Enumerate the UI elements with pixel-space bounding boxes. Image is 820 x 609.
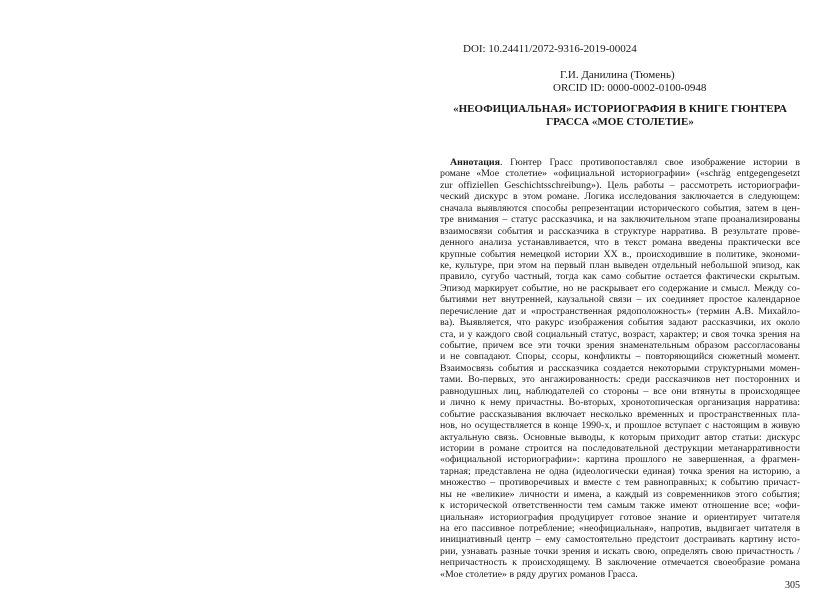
abstract-label: Аннотация xyxy=(450,157,500,168)
doi-line: DOI: 10.24411/2072-9316-2019-00024 xyxy=(463,43,637,55)
abstract-line xyxy=(440,157,800,168)
abstract-line: непричастность к происходящему. В заключение отмечается своеобразие романа xyxy=(440,557,800,569)
abstract-line: бытиями нет внутренней, каузальной связи – их соединяет простое календарное xyxy=(440,294,800,306)
abstract-line: нов, но осуществляется в конце 1990-х, и прошлое вступает с настоящим в живую xyxy=(440,420,800,432)
abstract-line: «официальной историографии»: картина прошлого не завершенная, а фрагмен- xyxy=(440,454,800,466)
abstract-line: тре внимания – статус рассказчика, и на заключительном этапе проанализированы xyxy=(440,214,800,226)
abstract-line: сначала выявляются способы репрезентации исторического события, затем в цен- xyxy=(440,202,800,214)
title-line-2: ГРАССА «МОЕ СТОЛЕТИЕ» xyxy=(546,116,694,128)
abstract-line: романе «Мое столетие» «официальной историографии» («schräg entgegengesetzt xyxy=(440,168,800,180)
abstract-line: инициативный центр – ему самостоятельно предстоит достраивать картину исто- xyxy=(440,534,800,546)
article-title xyxy=(440,103,800,129)
abstract-line: событие рассказывания включает несколько временных и пространственных пла- xyxy=(440,408,800,420)
abstract-line: правило, сугубо частный, тогда как само событие остается фактически скрытым. xyxy=(440,271,800,283)
abstract-line: взаимосвязи события и рассказчика в структуре нарратива. В результате прове- xyxy=(440,225,800,237)
abstract-line: тарная; представлена не одна (идеологически единая) точка зрения на историю, а xyxy=(440,465,800,477)
title-line-1: «НЕОФИЦИАЛЬНАЯ» ИСТОРИОГРАФИЯ В КНИГЕ ГЮНТЕРА xyxy=(453,103,787,115)
abstract-line: перечисление дат и «пространственная рядоположность» (термин А.В. Михайло- xyxy=(440,305,800,317)
abstract-line: крупные события немецкой истории ХХ в., происходившие в политике, экономи- xyxy=(440,248,800,260)
abstract-line: Эпизод маркирует событие, но не раскрывает его содержание и смысл. Между со- xyxy=(440,282,800,294)
abstract-line: на его пассивное потребление; «неофициальная», напротив, выдвигает читателя в xyxy=(440,523,800,534)
abstract-line: истории в романе строится на последовательной деструкции метанарративности xyxy=(440,442,800,454)
abstract-line: событие, причем все эти точки зрения знаменательным образом рассогласованы xyxy=(440,340,800,351)
page-number: 305 xyxy=(785,580,800,591)
abstract-line: и лично к нему причастны. Во-вторых, хронотопическая организация нарратива: xyxy=(440,397,800,409)
abstract-line: денного анализа устанавливается, что в текст романа введены практически все xyxy=(440,237,800,249)
abstract xyxy=(440,157,800,580)
abstract-line: «Мое столетие» в ряду других романов Грасса. xyxy=(440,568,638,580)
author-name: Г.И. Данилина (Тюмень) xyxy=(560,69,675,81)
orcid-id: ORCID ID: 0000-0002-0100-0948 xyxy=(553,82,707,94)
abstract-line: и не совпадают. Споры, ссоры, конфликты – повторяющийся сюжетный момент. xyxy=(440,351,800,363)
abstract-line: множество – противоречивых и вместе с тем равноправных; к событию причаст- xyxy=(440,477,800,489)
abstract-line: циальная» историография продуцирует готовое знание и ориентирует читателя xyxy=(440,511,800,523)
abstract-line: к исторической ответственности тем самым также имеют отношение все; «офи- xyxy=(440,500,800,512)
abstract-line: ны не «великие» личности и имена, а каждый из современников этого события; xyxy=(440,488,800,500)
abstract-line: актуальную связь. Основные выводы, к которым приходит автор статьи: дискурс xyxy=(440,431,800,443)
abstract-line: ке, культуре, при этом на первый план выведен отдельный небольшой эпизод, как xyxy=(440,259,800,271)
abstract-line: ста, и у каждого свой социальный статус, возраст, характер; и своя точка зрения на xyxy=(440,328,800,340)
abstract-line: тами. Во-первых, это ангажированность: среди рассказчиков нет посторонних и xyxy=(440,374,800,386)
abstract-first-line-text: . Гюнтер Грасс противопоставлял свое изображение истории в xyxy=(499,157,800,168)
abstract-line: рии, узнавать разные точки зрения и искать свою, определять свою причастность / xyxy=(440,545,800,557)
abstract-line: равнодушных лиц, наблюдателей со стороны – все они втянуты в происходящее xyxy=(440,385,800,397)
abstract-line: Взаимосвязь события и рассказчика создается некоторыми структурными момен- xyxy=(440,362,800,374)
abstract-line: ва). Выявляется, что ракурс изображения события задают рассказчики, их около xyxy=(440,317,800,329)
abstract-line: zur offiziellen Geschichtsschreibung»). Цель работы – рассмотреть историографи- xyxy=(440,179,800,191)
abstract-line: ческий дискурс в этом романе. Логика исследования заключается в следующем: xyxy=(440,191,800,203)
